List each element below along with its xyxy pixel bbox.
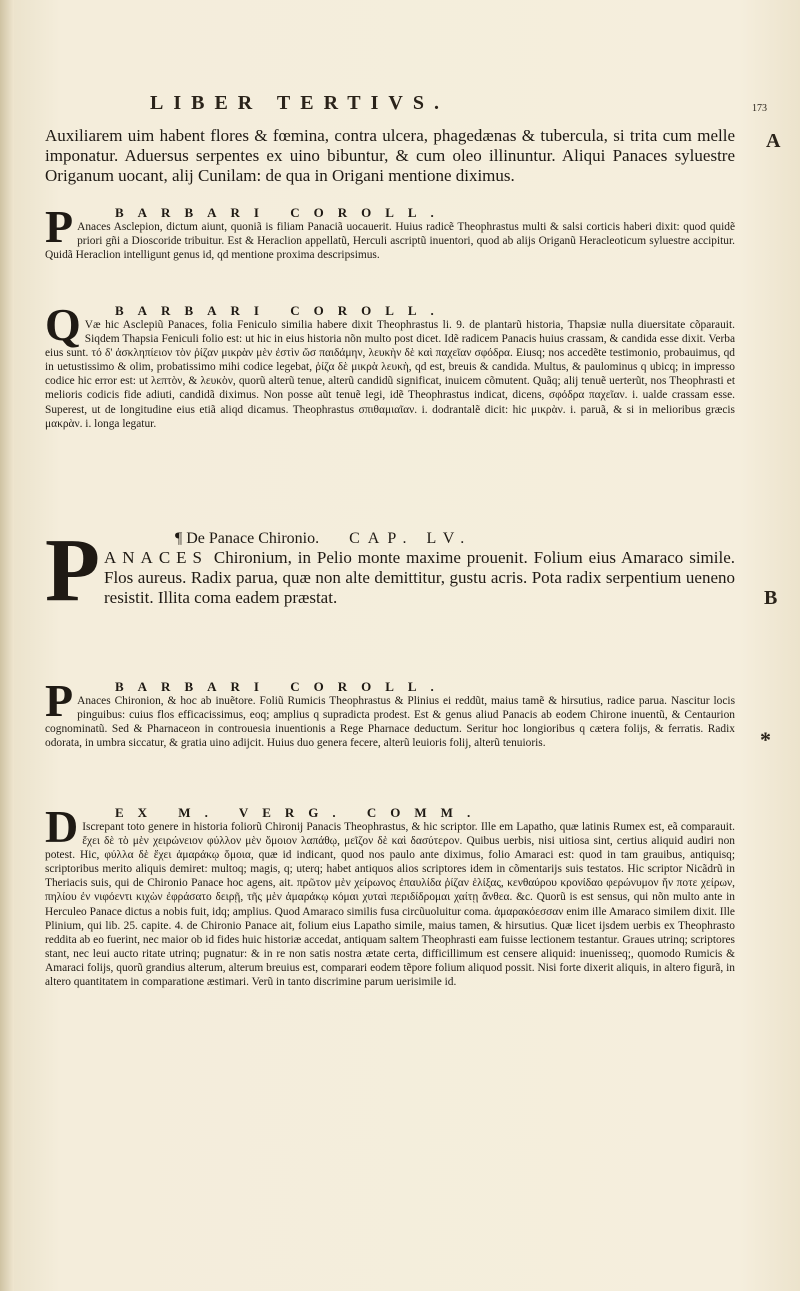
section-barbari-1 bbox=[45, 206, 735, 298]
section-verg-comm bbox=[45, 806, 735, 1166]
drop-cap: D bbox=[45, 806, 79, 852]
page-gutter bbox=[0, 0, 14, 1291]
chapter-lv bbox=[45, 530, 735, 678]
section-heading: BARBARI COROLL. bbox=[115, 680, 448, 694]
section-body: Væ hic Asclepiũ Panaces, folia Feniculo similia habere dixit Theophrastus li. 9. de plantarũ historia, Thapsiæ nulla diuersitate cõparauit. Siqdem Thapsia Feniculi folio est: ut hic in eius historia nõn multo post dicet. Idẽ radicem Panacis huius crassam, & candida esse dixit. Verba eius sunt. τό δ' ἀσκληπίειον τὸν ῥίζαν μικρὰν μὲν ἐστὶν ὥσ παιδάμην, λευκὴν δὲ καὶ παχεῖαν σφόδρα. Eiusq; nos accedẽte testimonio, probauimus, qd in uetustissimo & olim, probatissimo mihi codice legebat, ῥίζα δὲ μικρὰ λευκὴ, qd est, breuis & candida. Multus, & paulominus q ubicq; in impresso codice hic error est: ut λεπτὸν, & λευκὸν, quorũ alterũ tenue, alterũ candidũ significat, inuicem cõmutent. Quãq; alij tenuẽ uerterũt, nos Theophrasti et melioris codicis fide adiuti, candidã diximus. Non posse aũt tenuẽ legi, idẽ Theophrastus indicat, dicens, σφόδρα παχεῖαν. i. ualde crassam esse. Superest, ut de longitudine eius etiã aliqd dicamus. Theophrastus σπιθαμιαῖαν. i. dodrantalẽ dicit: hic μικρὰν. i. paruã, & si in melioribus græcis μακρὰν. i. longa legatur. bbox=[45, 319, 735, 430]
section-barbari-3 bbox=[45, 680, 735, 798]
chapter-text: Chironium, in Pelio monte maxime prouenit. Folium eius Amaraco simile. Flos aureus. Radix parua, quæ non alte demittitur, gustu acris. Pota radix serpentium ueneno resistit. Illita coma eadem præstat. bbox=[103, 548, 735, 607]
section-barbari-2 bbox=[45, 304, 735, 526]
chapter-number: CAP. LV. bbox=[349, 530, 473, 547]
chapter-title: ¶ De Panace Chironio. CAP. LV. bbox=[175, 530, 473, 547]
drop-cap-large: P bbox=[45, 530, 100, 620]
opening-paragraph: Auxiliarem uim habent flores & fœmina, contra ulcera, phagedænas & tubercula, si trita cum melle imponatur. Aduersus serpentes ex uino bibuntur, & cum oleo illinuntur. Aliqui Panaces syluestre Origanum uocant, alij Cunilam: de qua in Origani mentione diximus. bbox=[45, 126, 735, 185]
chapter-title-text: De Panace Chironio. bbox=[186, 530, 320, 547]
drop-cap: P bbox=[45, 680, 74, 726]
margin-note-asterisk: * bbox=[760, 727, 771, 752]
chapter-body bbox=[45, 548, 735, 607]
main-text bbox=[45, 126, 735, 1166]
running-head: LIBER TERTIVS. bbox=[150, 92, 449, 114]
folio-number: 173 bbox=[752, 103, 767, 114]
section-body: Anaces Chironion, & hoc ab inuẽtore. Foliũ Rumicis Theophrastus & Plinius ei reddũt, maius tamẽ & hirsutius, radice parua. Nascitur locis pinguibus: cuius flos efficacissimus, eoq; amplius q supradicta prodest. Est & genus aliud Panacis ab eodem Chirone inuentũ, & Centaurion cognominatũ. Sed & Pharnaceon in controuesia inuentionis a Rege Pharnace deductum. Seritur hoc longioribus q cætera folijs, & ferratis. Radix odorata, in umbra siccatur, & gratia uino adijcit. Huius duo genera fecere, alterũ leuioris folij, alterũ tenuioris. bbox=[45, 695, 735, 750]
section-body: Iscrepant toto genere in historia foliorũ Chironij Panacis Theophrastus, & hic scriptor. Ille em Lapatho, quæ latinis Rumex est, eã comparauit. ἔχει δὲ τὸ μὲν χειρώνειον φύλλον μὲν ὅμοιον λαπάθῳ, μεῖζον δὲ καὶ δασύτερον. Quibus uerbis, nisi uitiosa sint, certius aliquid audiri non potest. Hic, φύλλα δὲ ἔχει ἀμαράκῳ ὅμοια, quæ id indicant, quod nos paulo ante diximus, folio Amaraci est: quod in tam grauibus, antiquisq; scriptoribus merito aliquis demiret: multoq; magis, q; uterq; habet antiquos alios scriptores idem in cõmentarijs suis testatos. Hic scriptor Nicãdrũ in Theriacis suis, qui de Chironio Panace hoc agens, ait. πρῶτον μὲν χείρωνος ἐπαυλίδα ῥίζαν ἑλίξας, κενθαύρου κρονίδαο φερώνυμον ἥν ποτε χείρων, πηλίου ἐν νιφόεντι κιχὼν ἐφράσατο δειρῇ, τῆς μὲν ἀμαράκῳ κόμαι χυταὶ περιδίδρομαι χαίτῃ ἄνθεα. &c. Quorũ is est sensus, qui nõn multo ante in Herculeo Panace dictus a nobis fuit, idq; amplius. Quod Amaraco similis fusa circũuoluitur coma. ἀμαρακόεσσαν enim ille Amaraco similem dixit. Ille Plinium, qui lib. 25. capite. 4. de Chironio Panace ait, folium eius Lapatho simile, maius tamen, & hirsutius. Quæ licet ijsdem uerbis ex Theophrasto reddita ab eo fuerint, nec maior ob id fides huic historiæ accedat, antiquam saltem Theophrasti eam fuisse lectionem testantur. Graues utrinq; scriptores stant, nec leui aucto ritate utrinq; pugnatur: & in re non satis nostra ætate certa, difficillimum est censere aliquid: inuenisseq;, quomodo Rumicis & Amaraci folijs, quorũ grandius alterum, alterum breuius est, comparari eodem tẽpore folium aliquod possit. Nisi forte dixerit aliquis, in altero figurã, in altero quantitatem in comparatione æstimari. Verũ in tanto discrimine parum uerisimile id. bbox=[45, 821, 735, 989]
margin-note-b: B bbox=[764, 587, 778, 609]
margin-note-a: A bbox=[766, 130, 781, 152]
section-body: Anaces Asclepion, dictum aiunt, quoniã is filiam Panaciã uocauerit. Huius radicẽ Theophrastus multi & salsi corticis haberi dixit: quod quidẽ priori gñi a Dioscoride tribuitur. Est & Heraclion appellatũ, Herculi ascriptũ inuentori, quod ab alijs Origanũ Heracleoticum syluestre accipitur. Quidã Heraclion intelligunt genus id, qd mentione proxima descripsimus. bbox=[45, 221, 735, 262]
chapter-first-word: ANACES bbox=[103, 548, 208, 567]
drop-cap: Q bbox=[45, 304, 81, 350]
section-heading: EX M. VERG. COMM. bbox=[115, 806, 485, 820]
section-heading: BARBARI COROLL. bbox=[115, 206, 448, 220]
section-heading: BARBARI COROLL. bbox=[115, 304, 448, 318]
drop-cap: P bbox=[45, 206, 74, 252]
